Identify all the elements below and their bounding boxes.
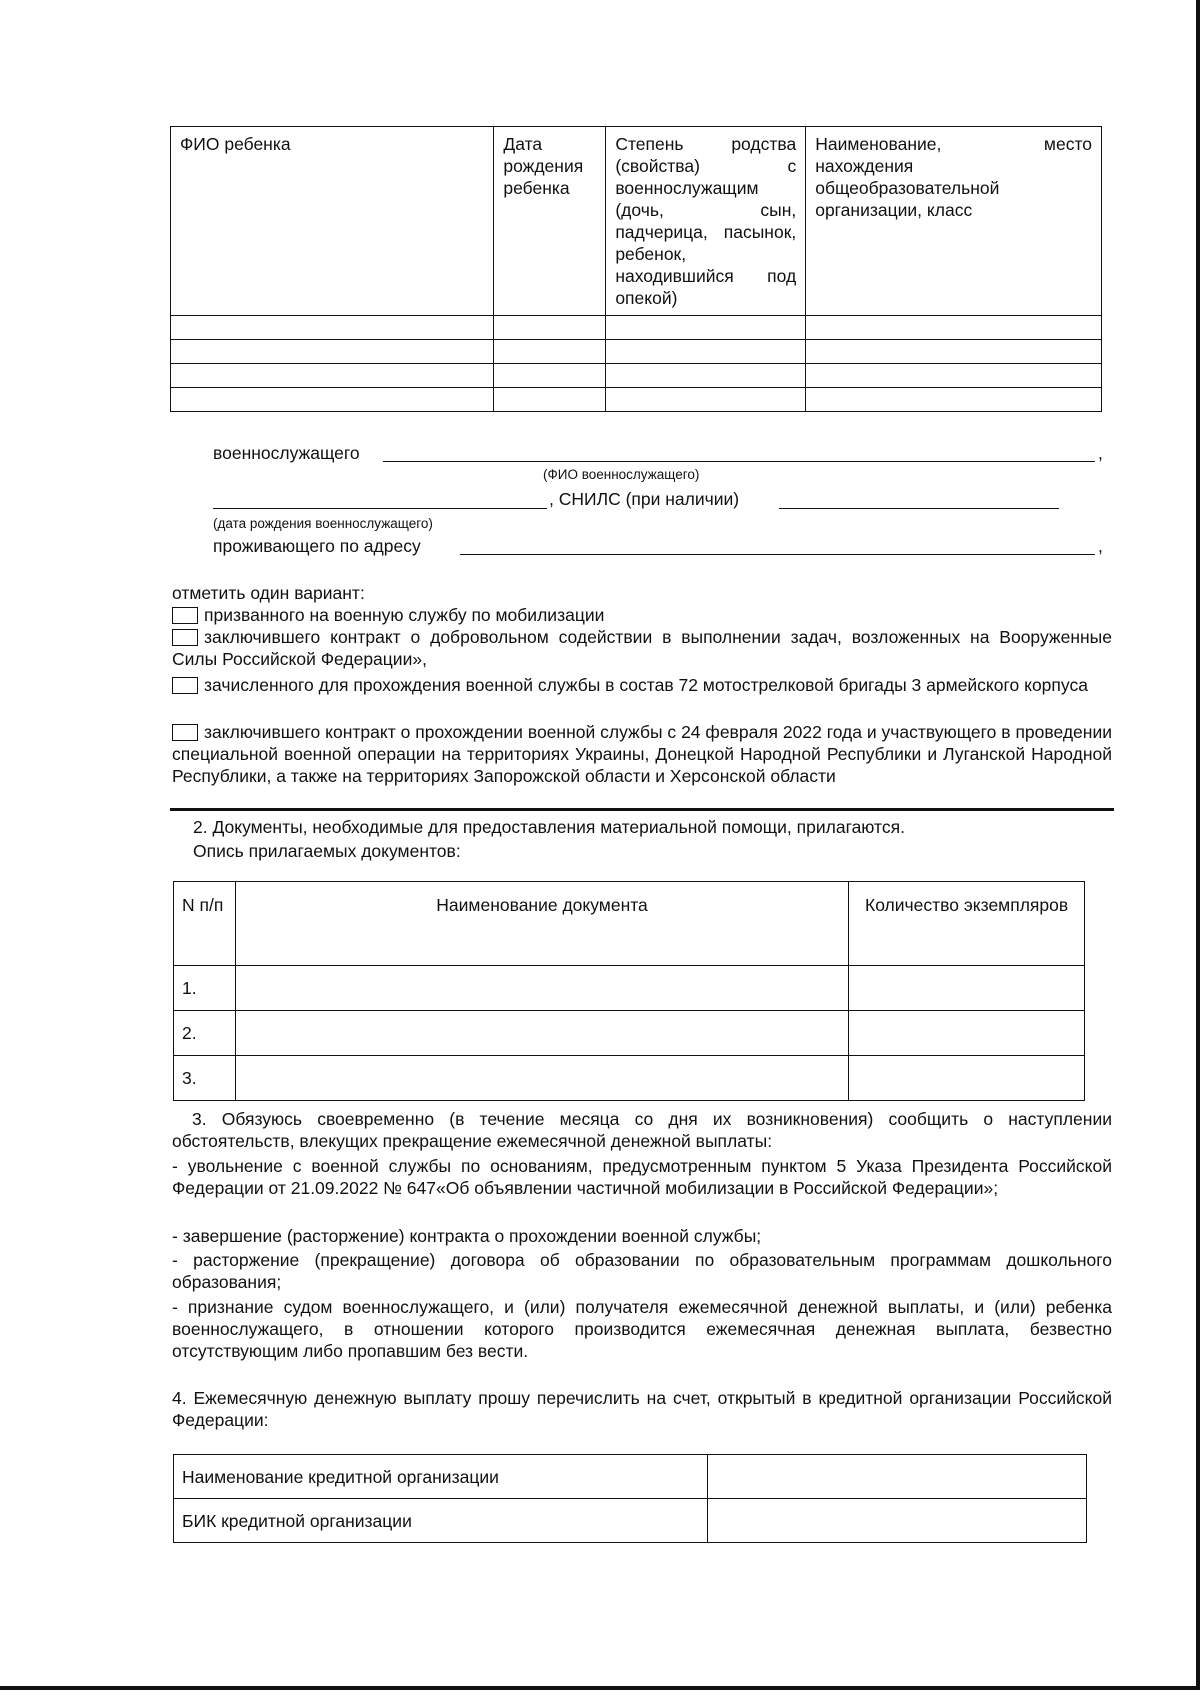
header-child-fio: ФИО ребенка — [171, 127, 494, 316]
option-volunteer-contract: заключившего контракт о добровольном содействии в выполнении задач, возложенных на Вооруженные Силы Российской Федерации», — [172, 627, 1112, 669]
serviceman-label: военнослужащего — [213, 443, 360, 463]
table-cell[interactable] — [849, 1056, 1085, 1101]
table-row — [171, 316, 1102, 340]
serviceman-dob-field[interactable] — [213, 508, 547, 509]
options-intro: отметить один вариант: — [172, 583, 365, 603]
comma: , — [1098, 536, 1103, 556]
section3-item-contract-end: - завершение (расторжение) контракта о прохождении военной службы; — [172, 1226, 762, 1246]
section3-item-education: - расторжение (прекращение) договора об образовании по образовательным программам дошкольного образования; — [172, 1250, 1112, 1292]
table-cell[interactable] — [171, 364, 494, 388]
serviceman-fio-caption: (ФИО военнослужащего) — [543, 467, 700, 482]
table-cell[interactable] — [171, 340, 494, 364]
row-number: 2. — [174, 1011, 236, 1056]
section-divider — [170, 808, 1114, 811]
snils-field[interactable] — [779, 508, 1059, 509]
table-row — [174, 1499, 1087, 1543]
section2-line2: Опись прилагаемых документов: — [193, 841, 461, 861]
option-checkbox[interactable] — [172, 677, 198, 694]
section4-text: 4. Ежемесячную денежную выплату прошу перечислить на счет, открытый в кредитной организации Российской Федерации: — [172, 1388, 1112, 1430]
table-cell[interactable] — [849, 1011, 1085, 1056]
header-copies: Количество экземпляров — [849, 882, 1085, 966]
option-checkbox[interactable] — [172, 607, 198, 624]
table-cell[interactable] — [235, 1011, 848, 1056]
table-row — [174, 1011, 1085, 1056]
table-cell[interactable] — [806, 388, 1102, 412]
table-cell[interactable] — [171, 316, 494, 340]
table-cell[interactable] — [494, 316, 606, 340]
option-checkbox[interactable] — [172, 724, 198, 741]
page-border-right — [1196, 0, 1200, 1690]
option-mobilization: призванного на военную службу по мобилизации — [172, 604, 1112, 626]
documents-table — [173, 881, 1085, 1101]
children-table — [170, 126, 1102, 412]
bank-name-label: Наименование кредитной организации — [174, 1455, 708, 1499]
page-border-bottom — [0, 1686, 1200, 1690]
table-cell[interactable] — [806, 340, 1102, 364]
serviceman-dob-caption: (дата рождения военнослужащего) — [213, 516, 433, 531]
table-cell[interactable] — [171, 388, 494, 412]
table-cell[interactable] — [494, 388, 606, 412]
table-cell[interactable] — [606, 388, 806, 412]
table-cell[interactable] — [806, 364, 1102, 388]
documents-table-header — [174, 882, 1085, 966]
children-table-header — [171, 127, 1102, 316]
bank-name-field[interactable] — [708, 1455, 1087, 1499]
bank-bik-field[interactable] — [708, 1499, 1087, 1543]
table-row — [171, 388, 1102, 412]
row-number: 3. — [174, 1056, 236, 1101]
table-cell[interactable] — [494, 340, 606, 364]
table-cell[interactable] — [494, 364, 606, 388]
address-field[interactable] — [460, 554, 1095, 555]
table-row — [174, 1455, 1087, 1499]
section2-line1: 2. Документы, необходимые для предоставления материальной помощи, прилагаются. — [193, 817, 905, 837]
table-row — [174, 1056, 1085, 1101]
header-relation: Степень родства (свойства) с военнослужащим (дочь, сын, падчерица, пасынок, ребенок, находившийся под опекой) — [606, 127, 806, 316]
serviceman-fio-field[interactable] — [383, 461, 1095, 462]
section3-intro: 3. Обязуюсь своевременно (в течение месяца со дня их возникновения) сообщить о наступлении обстоятельств, влекущих прекращение ежемесячной денежной выплаты: — [172, 1109, 1112, 1151]
section3-item-dismissal: - увольнение с военной службы по основаниям, предусмотренным пунктом 5 Указа Президента Российской Федерации от 21.09.2022 № 647«Об объявлении частичной мобилизации в Российской Федерации»; — [172, 1156, 1112, 1198]
header-school: Наименование, место нахождения общеобразовательной организации, класс — [806, 127, 1102, 316]
comma: , — [1098, 443, 1103, 463]
bank-bik-label: БИК кредитной организации — [174, 1499, 708, 1543]
table-cell[interactable] — [806, 316, 1102, 340]
header-child-dob: Дата рождения ребенка — [494, 127, 606, 316]
option-72-brigade: зачисленного для прохождения военной службы в состав 72 мотострелковой бригады 3 армейского корпуса — [172, 674, 1112, 696]
table-cell[interactable] — [849, 966, 1085, 1011]
table-row — [174, 966, 1085, 1011]
table-cell[interactable] — [235, 966, 848, 1011]
snils-label: , СНИЛС (при наличии) — [549, 489, 740, 509]
table-row — [171, 340, 1102, 364]
table-cell[interactable] — [606, 364, 806, 388]
table-cell[interactable] — [235, 1056, 848, 1101]
header-document-name: Наименование документа — [235, 882, 848, 966]
bank-table — [173, 1454, 1087, 1543]
table-cell[interactable] — [606, 316, 806, 340]
section3-item-missing: - признание судом военнослужащего, и (или) получателя ежемесячной денежной выплаты, и (или) ребенка военнослужащего, в отношении которого производится ежемесячная денежная выплата, безвестно отсутствующим либо пропавшим без вести. — [172, 1297, 1112, 1361]
header-number: N п/п — [174, 882, 236, 966]
row-number: 1. — [174, 966, 236, 1011]
table-cell[interactable] — [606, 340, 806, 364]
option-svo-contract: заключившего контракт о прохождении военной службы с 24 февраля 2022 года и участвующего в проведении специальной военной операции на территориях Украины, Донецкой Народной Республики и Луганской Народной Республики, а также на территориях Запорожской области и Херсонской области — [172, 722, 1112, 786]
option-checkbox[interactable] — [172, 629, 198, 646]
address-label: проживающего по адресу — [213, 536, 421, 556]
table-row — [171, 364, 1102, 388]
